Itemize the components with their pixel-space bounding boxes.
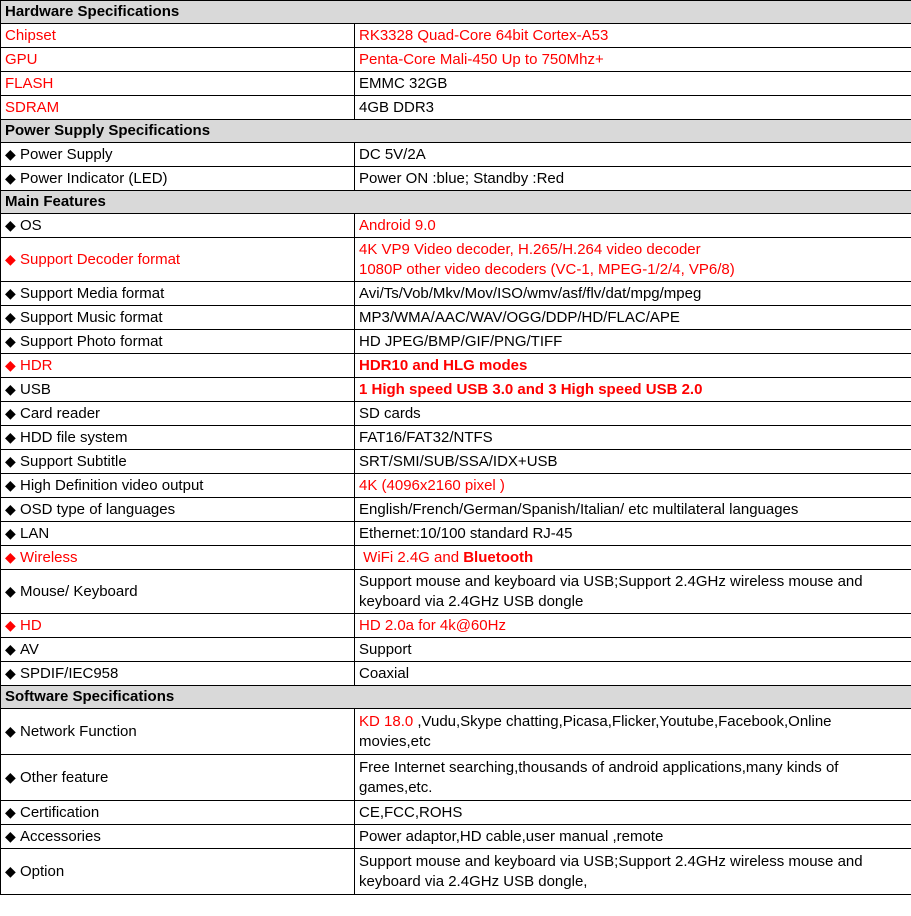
spec-label: Option [20, 863, 65, 880]
spec-label-cell [1, 825, 355, 849]
diamond-bullet-icon: ◆ [5, 381, 16, 397]
diamond-bullet-icon: ◆ [5, 583, 16, 599]
spec-label: HDR [20, 357, 53, 374]
spec-value-cell [355, 849, 911, 895]
spec-value-line: keyboard via 2.4GHz USB dongle, [359, 872, 588, 890]
section-header-software [1, 686, 911, 709]
spec-label: High Definition video output [20, 477, 204, 494]
diamond-bullet-icon: ◆ [5, 170, 16, 186]
spec-value-line: Free Internet searching,thousands of android applications,many kinds of [359, 758, 839, 776]
table-row [1, 522, 911, 546]
spec-label-cell [1, 614, 355, 638]
diamond-bullet-icon: ◆ [5, 429, 16, 445]
spec-label: Power Supply [20, 146, 113, 163]
spec-label: AV [20, 641, 39, 658]
table-row [1, 96, 911, 120]
spec-value: English/French/German/Spanish/Italian/ etc multilateral languages [355, 498, 911, 522]
spec-value: Android 9.0 [355, 214, 911, 238]
spec-label-cell [1, 662, 355, 686]
section-title: Software Specifications [1, 686, 911, 709]
spec-label: Support Photo format [20, 333, 163, 350]
spec-label-cell [1, 801, 355, 825]
section-title: Power Supply Specifications [1, 120, 911, 143]
spec-value: MP3/WMA/AAC/WAV/OGG/DDP/HD/FLAC/APE [355, 306, 911, 330]
spec-value: Penta-Core Mali-450 Up to 750Mhz+ [355, 48, 911, 72]
spec-label-cell [1, 474, 355, 498]
spec-value: 4GB DDR3 [355, 96, 911, 120]
diamond-bullet-icon: ◆ [5, 357, 16, 373]
spec-label: Support Subtitle [20, 453, 127, 470]
diamond-bullet-icon: ◆ [5, 477, 16, 493]
diamond-bullet-icon: ◆ [5, 525, 16, 541]
spec-value-cell [355, 755, 911, 801]
spec-label: Wireless [20, 549, 78, 566]
section-header-power [1, 120, 911, 143]
spec-value-line: keyboard via 2.4GHz USB dongle [359, 592, 584, 610]
diamond-bullet-icon: ◆ [5, 665, 16, 681]
spec-value: Power adaptor,HD cable,user manual ,remote [355, 825, 911, 849]
spec-label: GPU [1, 48, 355, 72]
diamond-bullet-icon: ◆ [5, 333, 16, 349]
spec-label: Power Indicator (LED) [20, 170, 168, 187]
spec-label: HDD file system [20, 429, 128, 446]
spec-label-cell [1, 378, 355, 402]
table-row [1, 330, 911, 354]
spec-label: USB [20, 381, 51, 398]
table-row [1, 402, 911, 426]
diamond-bullet-icon: ◆ [5, 309, 16, 325]
spec-label-cell [1, 426, 355, 450]
table-row [1, 72, 911, 96]
spec-label-cell [1, 709, 355, 755]
spec-value-line: Support mouse and keyboard via USB;Support 2.4GHz wireless mouse and [359, 572, 863, 590]
spec-label-cell [1, 570, 355, 614]
table-row [1, 570, 911, 614]
spec-value-bold: Bluetooth [463, 548, 534, 566]
table-row [1, 450, 911, 474]
table-row [1, 546, 911, 570]
spec-label: Support Media format [20, 285, 165, 302]
table-row [1, 214, 911, 238]
spec-value-cell [355, 570, 911, 614]
spec-value: SD cards [355, 402, 911, 426]
spec-value-line: Support mouse and keyboard via USB;Support 2.4GHz wireless mouse and [359, 852, 863, 870]
spec-label: Card reader [20, 405, 101, 422]
spec-label: Accessories [20, 828, 101, 845]
spec-label-cell [1, 143, 355, 167]
table-row [1, 426, 911, 450]
section-title: Hardware Specifications [1, 1, 911, 24]
spec-label-cell [1, 330, 355, 354]
diamond-bullet-icon: ◆ [5, 863, 16, 879]
spec-value-line: movies,etc [359, 732, 431, 750]
table-row [1, 638, 911, 662]
spec-value-line: 4K VP9 Video decoder, H.265/H.264 video decoder [359, 240, 701, 258]
spec-label: Support Music format [20, 309, 163, 326]
spec-label: Chipset [1, 24, 355, 48]
spec-label-cell [1, 755, 355, 801]
diamond-bullet-icon: ◆ [5, 641, 16, 657]
spec-value: FAT16/FAT32/NTFS [355, 426, 911, 450]
spec-label-cell [1, 450, 355, 474]
spec-value: Ethernet:10/100 standard RJ-45 [355, 522, 911, 546]
diamond-bullet-icon: ◆ [5, 804, 16, 820]
section-header-hardware [1, 1, 911, 24]
spec-label-cell [1, 498, 355, 522]
diamond-bullet-icon: ◆ [5, 501, 16, 517]
spec-label: HD [20, 617, 42, 634]
spec-value-red: KD 18.0 [359, 712, 414, 730]
table-row [1, 238, 911, 282]
table-row [1, 282, 911, 306]
spec-label-cell [1, 638, 355, 662]
table-row [1, 378, 911, 402]
table-row [1, 662, 911, 686]
spec-label: SDRAM [1, 96, 355, 120]
spec-value: DC 5V/2A [355, 143, 911, 167]
table-row [1, 306, 911, 330]
section-title: Main Features [1, 191, 911, 214]
spec-value-line: 1080P other video decoders (VC-1, MPEG-1/2/4, VP6/8) [359, 260, 735, 278]
spec-label-cell [1, 402, 355, 426]
spec-label: Network Function [20, 723, 137, 740]
table-row [1, 614, 911, 638]
table-row [1, 801, 911, 825]
spec-value-cell [355, 238, 911, 282]
spec-value: HDR10 and HLG modes [355, 354, 911, 378]
spec-label-cell [1, 849, 355, 895]
table-row [1, 825, 911, 849]
spec-label: FLASH [1, 72, 355, 96]
table-row [1, 849, 911, 895]
spec-value-line [359, 712, 911, 732]
spec-value: 4K (4096x2160 pixel ) [355, 474, 911, 498]
spec-label-cell [1, 282, 355, 306]
table-row [1, 48, 911, 72]
diamond-bullet-icon: ◆ [5, 217, 16, 233]
diamond-bullet-icon: ◆ [5, 617, 16, 633]
spec-value: EMMC 32GB [355, 72, 911, 96]
spec-value: WiFi 2.4G and [363, 548, 464, 566]
diamond-bullet-icon: ◆ [5, 769, 16, 785]
spec-label: SPDIF/IEC958 [20, 665, 119, 682]
spec-label: Support Decoder format [20, 251, 181, 268]
spec-value: HD 2.0a for 4k@60Hz [355, 614, 911, 638]
spec-value: ,Vudu,Skype chatting,Picasa,Flicker,Youtube,Facebook,Online [413, 712, 832, 730]
diamond-bullet-icon: ◆ [5, 285, 16, 301]
spec-label-cell [1, 546, 355, 570]
diamond-bullet-icon: ◆ [5, 405, 16, 421]
spec-label: Other feature [20, 769, 109, 786]
spec-label-cell [1, 306, 355, 330]
spec-label-cell [1, 214, 355, 238]
table-row [1, 709, 911, 755]
table-row [1, 24, 911, 48]
table-row [1, 143, 911, 167]
spec-label: OS [20, 217, 42, 234]
diamond-bullet-icon: ◆ [5, 549, 16, 565]
spec-label: OSD type of languages [20, 501, 176, 518]
diamond-bullet-icon: ◆ [5, 723, 16, 739]
table-row [1, 755, 911, 801]
spec-value: SRT/SMI/SUB/SSA/IDX+USB [355, 450, 911, 474]
spec-label: Certification [20, 804, 100, 821]
spec-value: RK3328 Quad-Core 64bit Cortex-A53 [355, 24, 911, 48]
diamond-bullet-icon: ◆ [5, 453, 16, 469]
table-row [1, 167, 911, 191]
spec-value-cell [355, 709, 911, 755]
table-row [1, 474, 911, 498]
spec-value: Support [355, 638, 911, 662]
table-row [1, 498, 911, 522]
spec-value: Avi/Ts/Vob/Mkv/Mov/ISO/wmv/asf/flv/dat/mpg/mpeg [355, 282, 911, 306]
spec-label-cell [1, 167, 355, 191]
spec-value-line: games,etc. [359, 778, 433, 796]
spec-value: 1 High speed USB 3.0 and 3 High speed USB 2.0 [355, 378, 911, 402]
section-header-main [1, 191, 911, 214]
spec-value: Coaxial [355, 662, 911, 686]
spec-label-cell [1, 522, 355, 546]
diamond-bullet-icon: ◆ [5, 146, 16, 162]
table-row [1, 354, 911, 378]
diamond-bullet-icon: ◆ [5, 828, 16, 844]
spec-value: Power ON :blue; Standby :Red [355, 167, 911, 191]
spec-label-cell [1, 354, 355, 378]
spec-value: CE,FCC,ROHS [355, 801, 911, 825]
spec-value-cell [355, 546, 911, 570]
spec-label: LAN [20, 525, 50, 542]
diamond-bullet-icon: ◆ [5, 251, 16, 267]
spec-label-cell [1, 238, 355, 282]
spec-value: HD JPEG/BMP/GIF/PNG/TIFF [355, 330, 911, 354]
spec-label: Mouse/ Keyboard [20, 583, 138, 600]
